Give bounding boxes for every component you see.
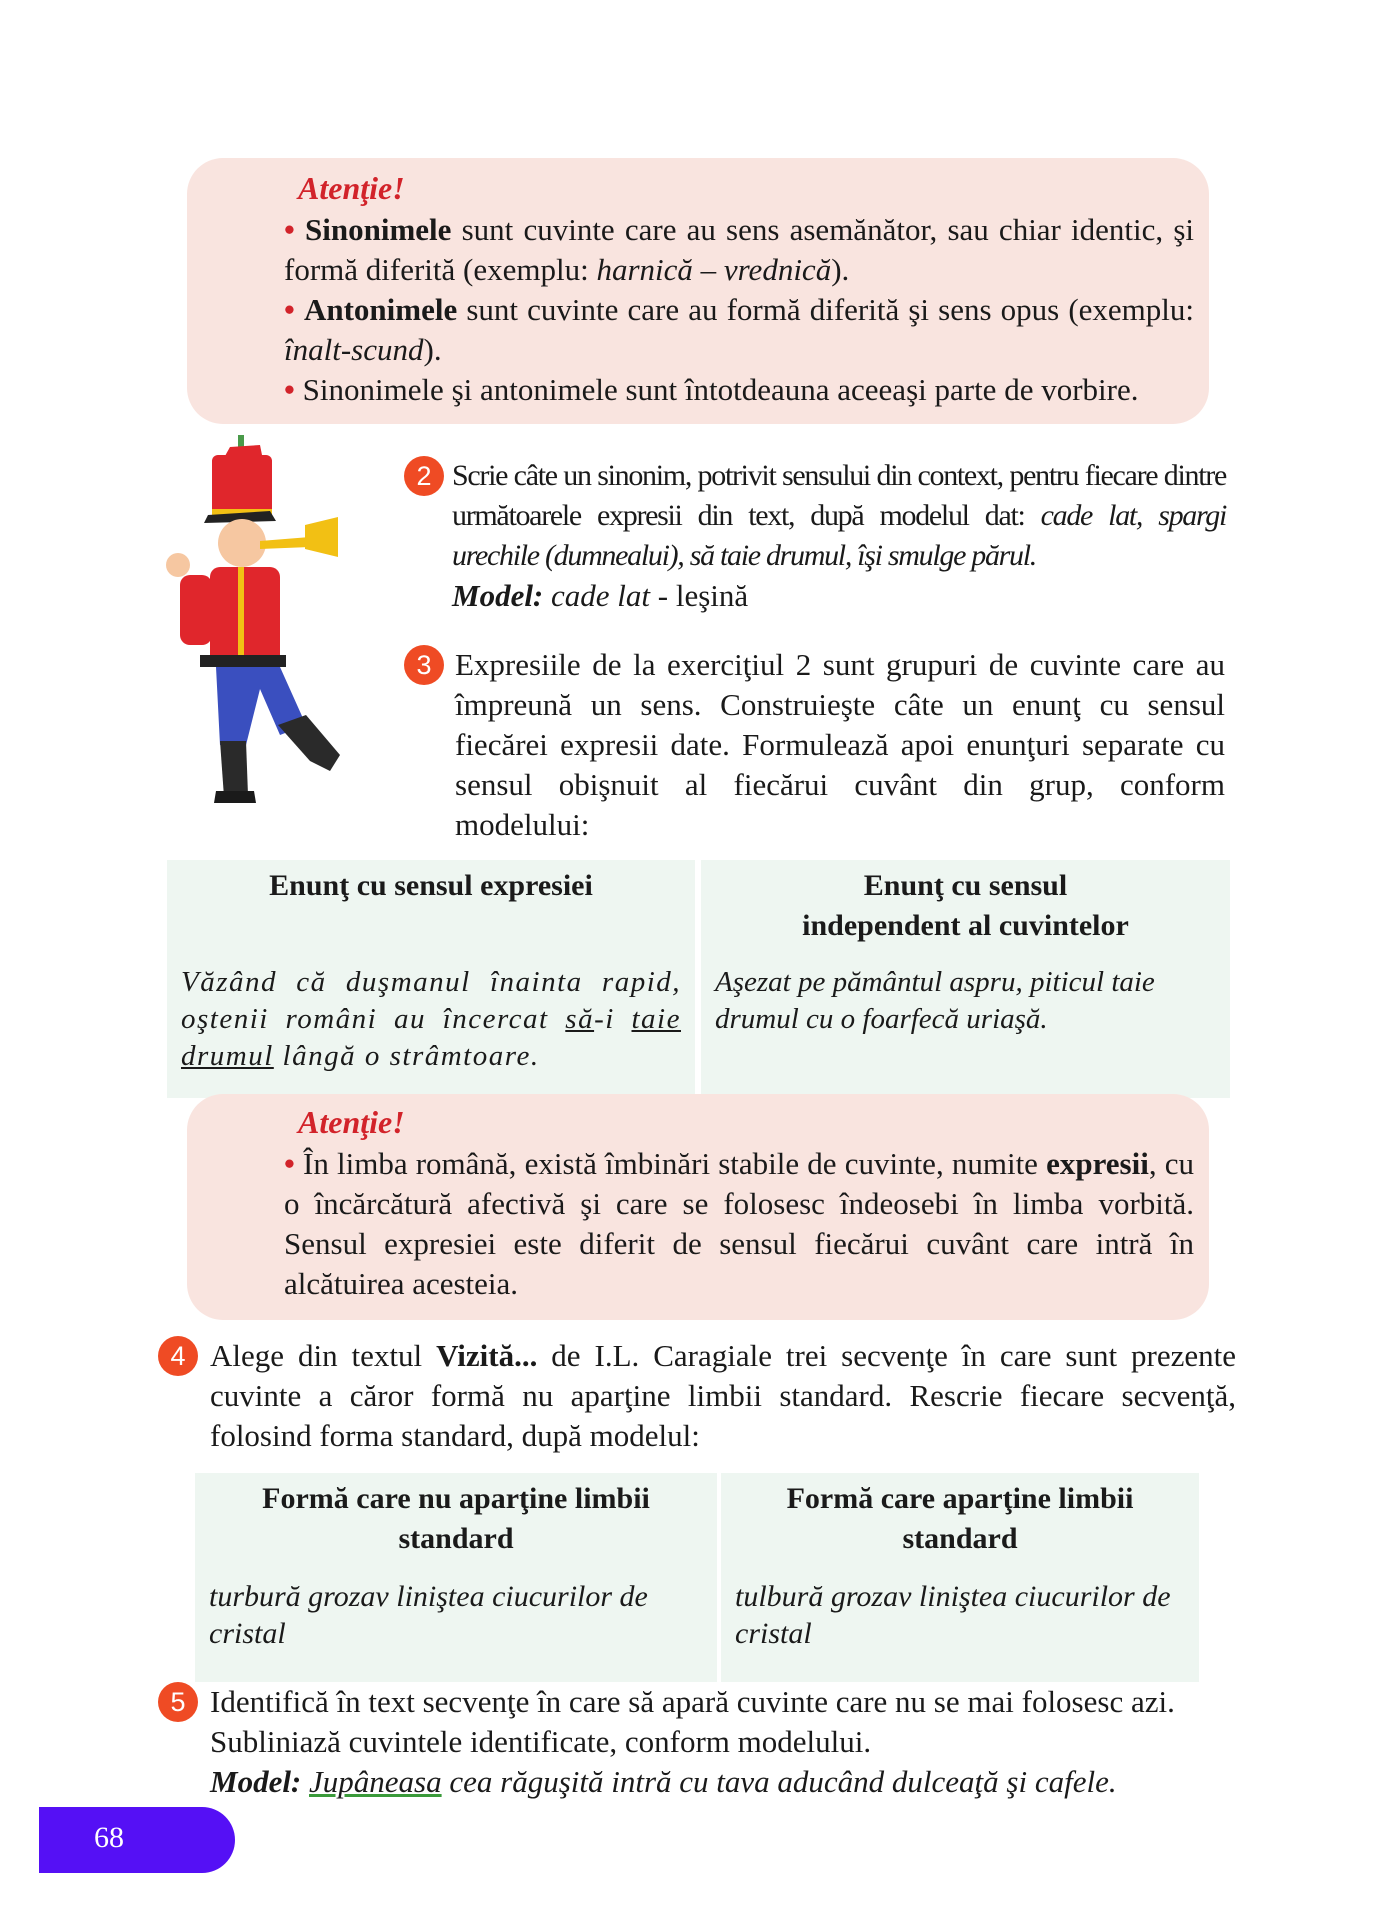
exercise-3-number: 3 <box>404 645 444 685</box>
exercise-2-number: 2 <box>404 456 444 496</box>
attention-title-2: Atenţie! <box>298 1104 405 1140</box>
attention-title-1: Atenţie! <box>298 170 405 206</box>
page-number-tab <box>39 1807 235 1873</box>
attention-1-bullet-1: • Sinonimele sunt cuvinte care au sens asemănător, sau chiar identic, şi formă diferită (exemplu: harnică – vrednică). <box>284 212 1195 287</box>
bullet-icon: • <box>284 1146 295 1181</box>
attention-1-bullet-3: • Sinonimele şi antonimele sunt întotdeauna aceeaşi parte de vorbire. <box>284 372 1139 407</box>
exercise-4-text: Alege din textul Vizită... de I.L. Caragiale trei secvenţe în care sunt prezente cuvinte a căror formă nu aparţine limbii standard. Rescrie fiecare secvenţă, folosind forma standard, după modelul: <box>210 1338 1236 1453</box>
bullet-icon: • <box>284 292 295 327</box>
exercise-4-number: 4 <box>158 1336 198 1376</box>
exercise-5-model: Model: Jupâneasa cea răguşită intră cu tava aducând dulceaţă şi cafele. <box>210 1764 1117 1799</box>
exercise-5-text: Identifică în text secvenţe în care să apară cuvinte care nu se mai folosesc azi. Subliniază cuvintele identificate, conform modelului. <box>210 1684 1175 1759</box>
exercise-2-text: Scrie câte un sinonim, potrivit sensului din context, pentru fiecare dintre următoarele expresii din text, după modelul dat: cade lat, spargi urechile (dumnealui), să taie drumul, îşi smulge părul. <box>452 459 1226 572</box>
table-2-cell-standard: tulbură grozav liniştea ciucurilor de cristal <box>721 1568 1199 1682</box>
table-2-header-nonstandard: Formă care nu aparţine limbii standard <box>195 1473 717 1569</box>
trumpeter-illustration <box>160 425 380 825</box>
exercise-3-text: Expresiile de la exerciţiul 2 sunt grupuri de cuvinte care au împreună un sens. Construieşte câte un enunţ cu sensul fiecărei expresii date. Formulează apoi enunţuri separate cu sensul obişnuit al fiecărui cuvânt din grup, conform modelului: <box>455 647 1225 842</box>
table-1-cell-expression: Văzând că duşmanul înainta rapid, oştenii români au încercat să-i taie drumul lângă o strâmtoare. <box>167 954 695 1098</box>
bullet-icon: • <box>284 212 295 247</box>
table-2-header-standard: Formă care aparţine limbii standard <box>721 1473 1199 1569</box>
attention-2-text: • În limba română, există îmbinări stabile de cuvinte, numite expresii, cu o încărcătură afectivă şi care se folosesc îndeosebi în limba vorbită. Sensul expresiei este diferit de sensul fiecărui cuvânt care intră în alcătuirea acesteia. <box>284 1146 1195 1301</box>
attention-1-bullet-2: • Antonimele sunt cuvinte care au formă diferită şi sens opus (exemplu: înalt-scund). <box>284 292 1194 367</box>
bullet-icon: • <box>284 372 295 407</box>
table-1-header-independent: Enunţ cu sensul independent al cuvintelor <box>701 860 1230 956</box>
table-2-cell-nonstandard: turbură grozav liniştea ciucurilor de cristal <box>195 1568 717 1682</box>
page-number: 68 <box>94 1821 124 1854</box>
exercise-2-model: Model: cade lat - leşină <box>452 578 749 613</box>
exercise-5-number: 5 <box>158 1682 198 1722</box>
table-1-header-expression: Enunţ cu sensul expresiei <box>167 860 695 956</box>
table-1-cell-independent: Aşezat pe pământul aspru, piticul taie drumul cu o foarfecă uriaşă. <box>701 954 1230 1098</box>
